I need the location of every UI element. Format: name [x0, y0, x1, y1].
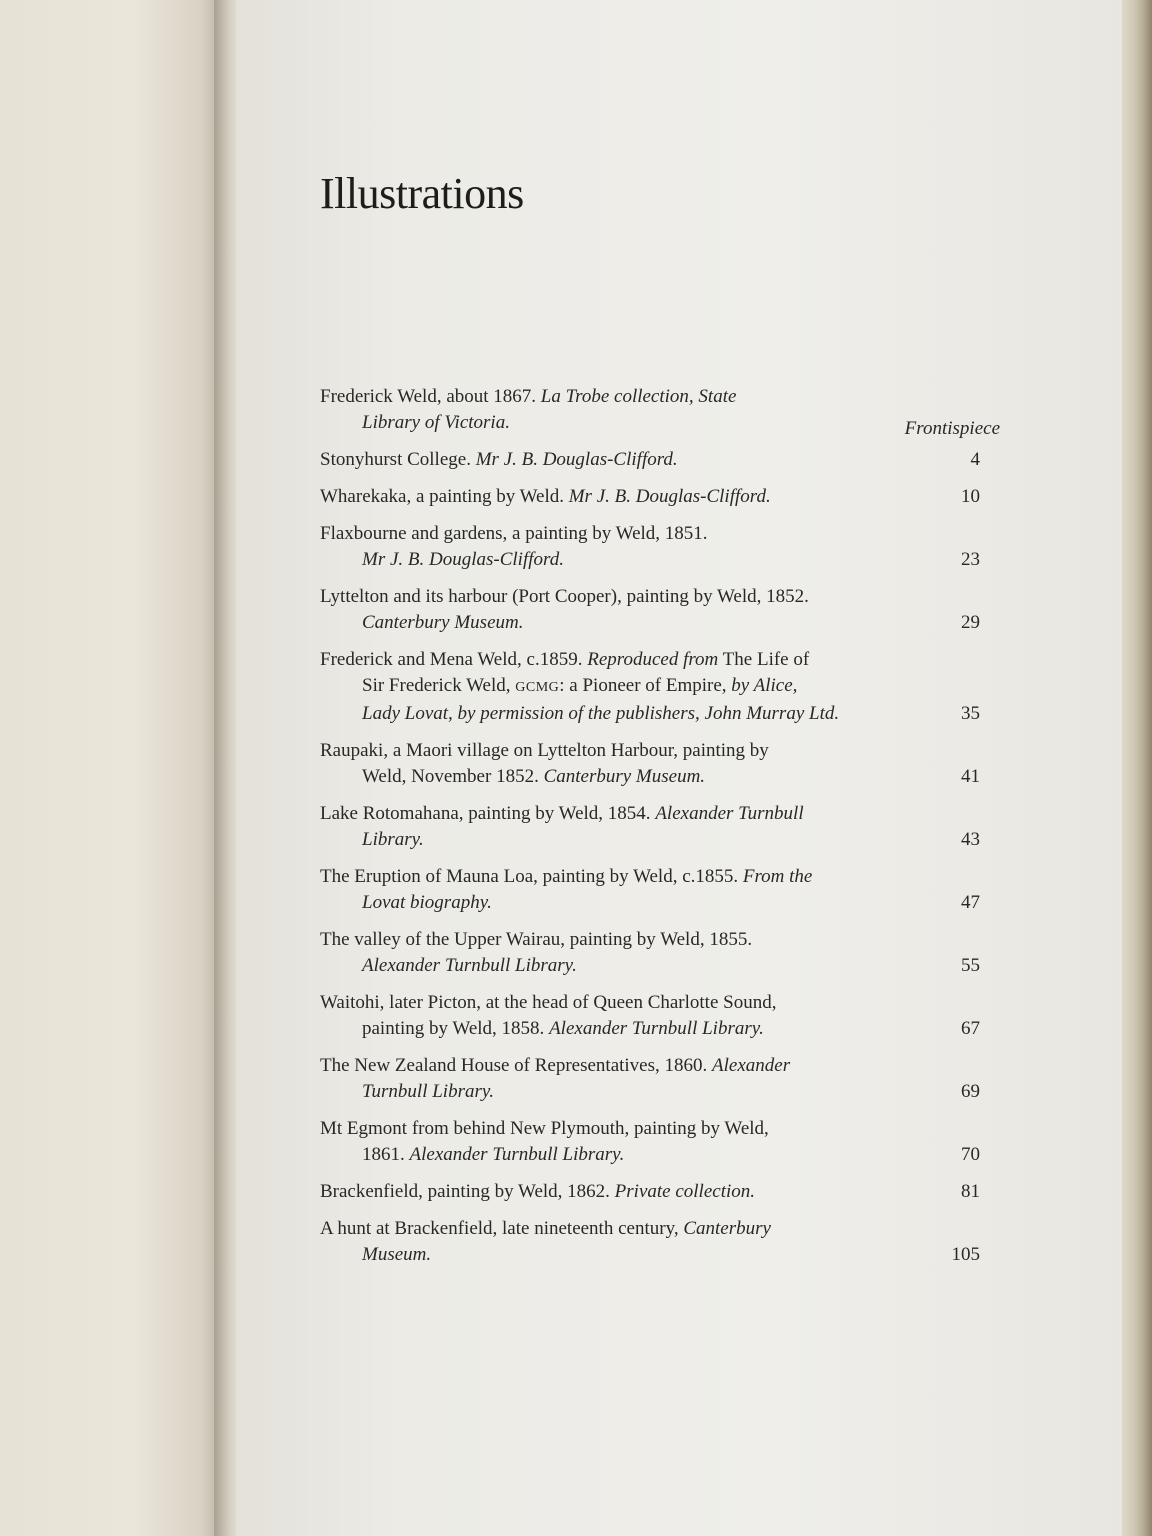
illustration-entry: [320, 927, 1000, 979]
entry-line: [320, 447, 1000, 473]
entry-caption-text: painting by Weld, 1858.: [362, 1018, 550, 1039]
entry-line: [320, 927, 1000, 953]
page-number: 43: [961, 829, 980, 850]
entry-credit-text: Canterbury Museum.: [543, 766, 706, 787]
entry-caption-text: 1861.: [362, 1144, 410, 1165]
entry-line: [320, 953, 1000, 979]
entry-line: [320, 701, 1000, 727]
entry-line: [320, 890, 1000, 916]
entry-credit-text: La Trobe collection, State: [540, 386, 737, 407]
illustration-entry: [320, 1053, 1000, 1105]
entry-caption-text: Lake Rotomahana, painting by Weld, 1854.: [320, 803, 656, 824]
entry-caption-text: Weld, November 1852.: [362, 766, 544, 787]
entry-credit-text: Museum.: [362, 1244, 432, 1265]
entry-line: [320, 521, 1000, 547]
page-number: 47: [961, 892, 980, 913]
entry-credit-text: From the: [742, 866, 813, 887]
entry-credit-text: Alexander: [712, 1055, 791, 1076]
illustration-entry: [320, 864, 1000, 916]
entry-line: [320, 1116, 1000, 1142]
page-number: 67: [961, 1018, 980, 1039]
page-number: 69: [961, 1081, 980, 1102]
entry-caption-text: Brackenfield, painting by Weld, 1862.: [320, 1181, 615, 1202]
illustration-entry: [320, 1216, 1000, 1268]
entry-credit-text: Lovat biography.: [362, 892, 492, 913]
entry-caption-text: The Eruption of Mauna Loa, painting by Weld, c.1855.: [320, 866, 743, 887]
entry-caption-text: The New Zealand House of Representatives, 1860.: [320, 1055, 713, 1076]
entry-caption-text: Wharekaka, a painting by Weld.: [320, 486, 569, 507]
entry-caption-text: Stonyhurst College.: [320, 449, 476, 470]
page-number: 81: [961, 1181, 980, 1202]
illustration-entry: [320, 801, 1000, 853]
illustration-entry: [320, 990, 1000, 1042]
entry-caption-text: Frederick and Mena Weld, c.1859.: [320, 649, 588, 670]
entry-line: [320, 673, 1000, 701]
illustration-entry: [320, 384, 1000, 439]
entry-caption-text: Sir Frederick Weld,: [362, 675, 516, 696]
page-number: 10: [961, 486, 980, 507]
entry-line: [320, 647, 1000, 673]
entry-credit-text: Canterbury: [683, 1218, 771, 1239]
entry-credit-text: Alexander Turnbull Library.: [549, 1018, 764, 1039]
illustration-entry: [320, 647, 1000, 727]
entry-line: [320, 1016, 1000, 1042]
entry-credit-text: by Alice,: [731, 675, 798, 696]
page-number: 105: [951, 1244, 980, 1265]
page-title: Illustrations: [320, 169, 524, 218]
entry-line: [320, 1216, 1000, 1242]
entry-credit-text: Alexander Turnbull Library.: [409, 1144, 625, 1165]
entry-line: [320, 801, 1000, 827]
entry-credit-text: Turnbull Library.: [362, 1081, 494, 1102]
page-number: 4: [970, 449, 980, 470]
entry-credit-text: Mr J. B. Douglas-Clifford.: [362, 549, 564, 570]
entry-credit-text: Library.: [362, 829, 424, 850]
entry-credit-text: Private collection.: [614, 1181, 756, 1202]
entry-caption-text: Lyttelton and its harbour (Port Cooper), painting by Weld, 1852.: [320, 586, 809, 607]
entry-line: [320, 990, 1000, 1016]
illustration-entry: [320, 484, 1000, 510]
entry-line: [320, 1179, 1000, 1205]
entry-line: [320, 827, 1000, 853]
entry-line: [320, 484, 1000, 510]
entry-caption-text: Raupaki, a Maori village on Lyttelton Harbour, painting by: [320, 740, 769, 761]
entry-credit-text: Alexander Turnbull: [655, 803, 804, 824]
entry-line: [320, 547, 1000, 573]
entry-line: [320, 1053, 1000, 1079]
page-number: 35: [961, 703, 980, 724]
illustration-entry: [320, 1179, 1000, 1205]
entry-caption-text: The valley of the Upper Wairau, painting by Weld, 1855.: [320, 929, 753, 950]
page-number: 55: [961, 955, 980, 976]
entry-line: [320, 610, 1000, 636]
entry-line: [320, 584, 1000, 610]
entry-credit-text: Mr J. B. Douglas-Clifford.: [475, 449, 678, 470]
entry-credit-text: Canterbury Museum.: [362, 612, 524, 633]
left-page: [0, 0, 222, 1536]
entry-caption-text: The Life of: [718, 649, 810, 670]
page-number: 70: [961, 1144, 980, 1165]
entry-line: [320, 764, 1000, 790]
entry-caption-text: Mt Egmont from behind New Plymouth, painting by Weld,: [320, 1118, 769, 1139]
entry-credit-text: Lady Lovat, by permission of the publishers, John Murray Ltd.: [362, 703, 840, 724]
entry-line: [320, 864, 1000, 890]
illustrations-list: [320, 384, 1000, 1279]
page-number: 29: [961, 612, 980, 633]
illustration-entry: [320, 738, 1000, 790]
entry-caption-text: Waitohi, later Picton, at the head of Queen Charlotte Sound,: [320, 992, 777, 1013]
entry-line: [320, 1142, 1000, 1168]
entry-caption-text: : a Pioneer of Empire,: [559, 675, 732, 696]
illustration-entry: [320, 1116, 1000, 1168]
page-number: Frontispiece: [904, 418, 1000, 439]
entry-line: [320, 1242, 1000, 1268]
page-number: 41: [961, 766, 980, 787]
page-number: 23: [961, 549, 980, 570]
illustration-entry: [320, 521, 1000, 573]
entry-line: [320, 410, 1000, 436]
entry-credit-text: Reproduced from: [587, 649, 719, 670]
illustration-entry: [320, 584, 1000, 636]
entry-credit-text: Library of Victoria.: [362, 412, 510, 433]
entry-caption-text: Flaxbourne and gardens, a painting by Weld, 1851.: [320, 523, 708, 544]
entry-credit-text: Mr J. B. Douglas-Clifford.: [568, 486, 771, 507]
entry-caption-text: GCMG: [515, 680, 560, 695]
page-edge: [1122, 0, 1152, 1536]
entry-caption-text: Frederick Weld, about 1867.: [320, 386, 541, 407]
entry-line: [320, 738, 1000, 764]
entry-line: [320, 1079, 1000, 1105]
illustration-entry: [320, 447, 1000, 473]
entry-credit-text: Alexander Turnbull Library.: [362, 955, 577, 976]
entry-line: [320, 384, 1000, 410]
entry-caption-text: A hunt at Brackenfield, late nineteenth century,: [320, 1218, 684, 1239]
